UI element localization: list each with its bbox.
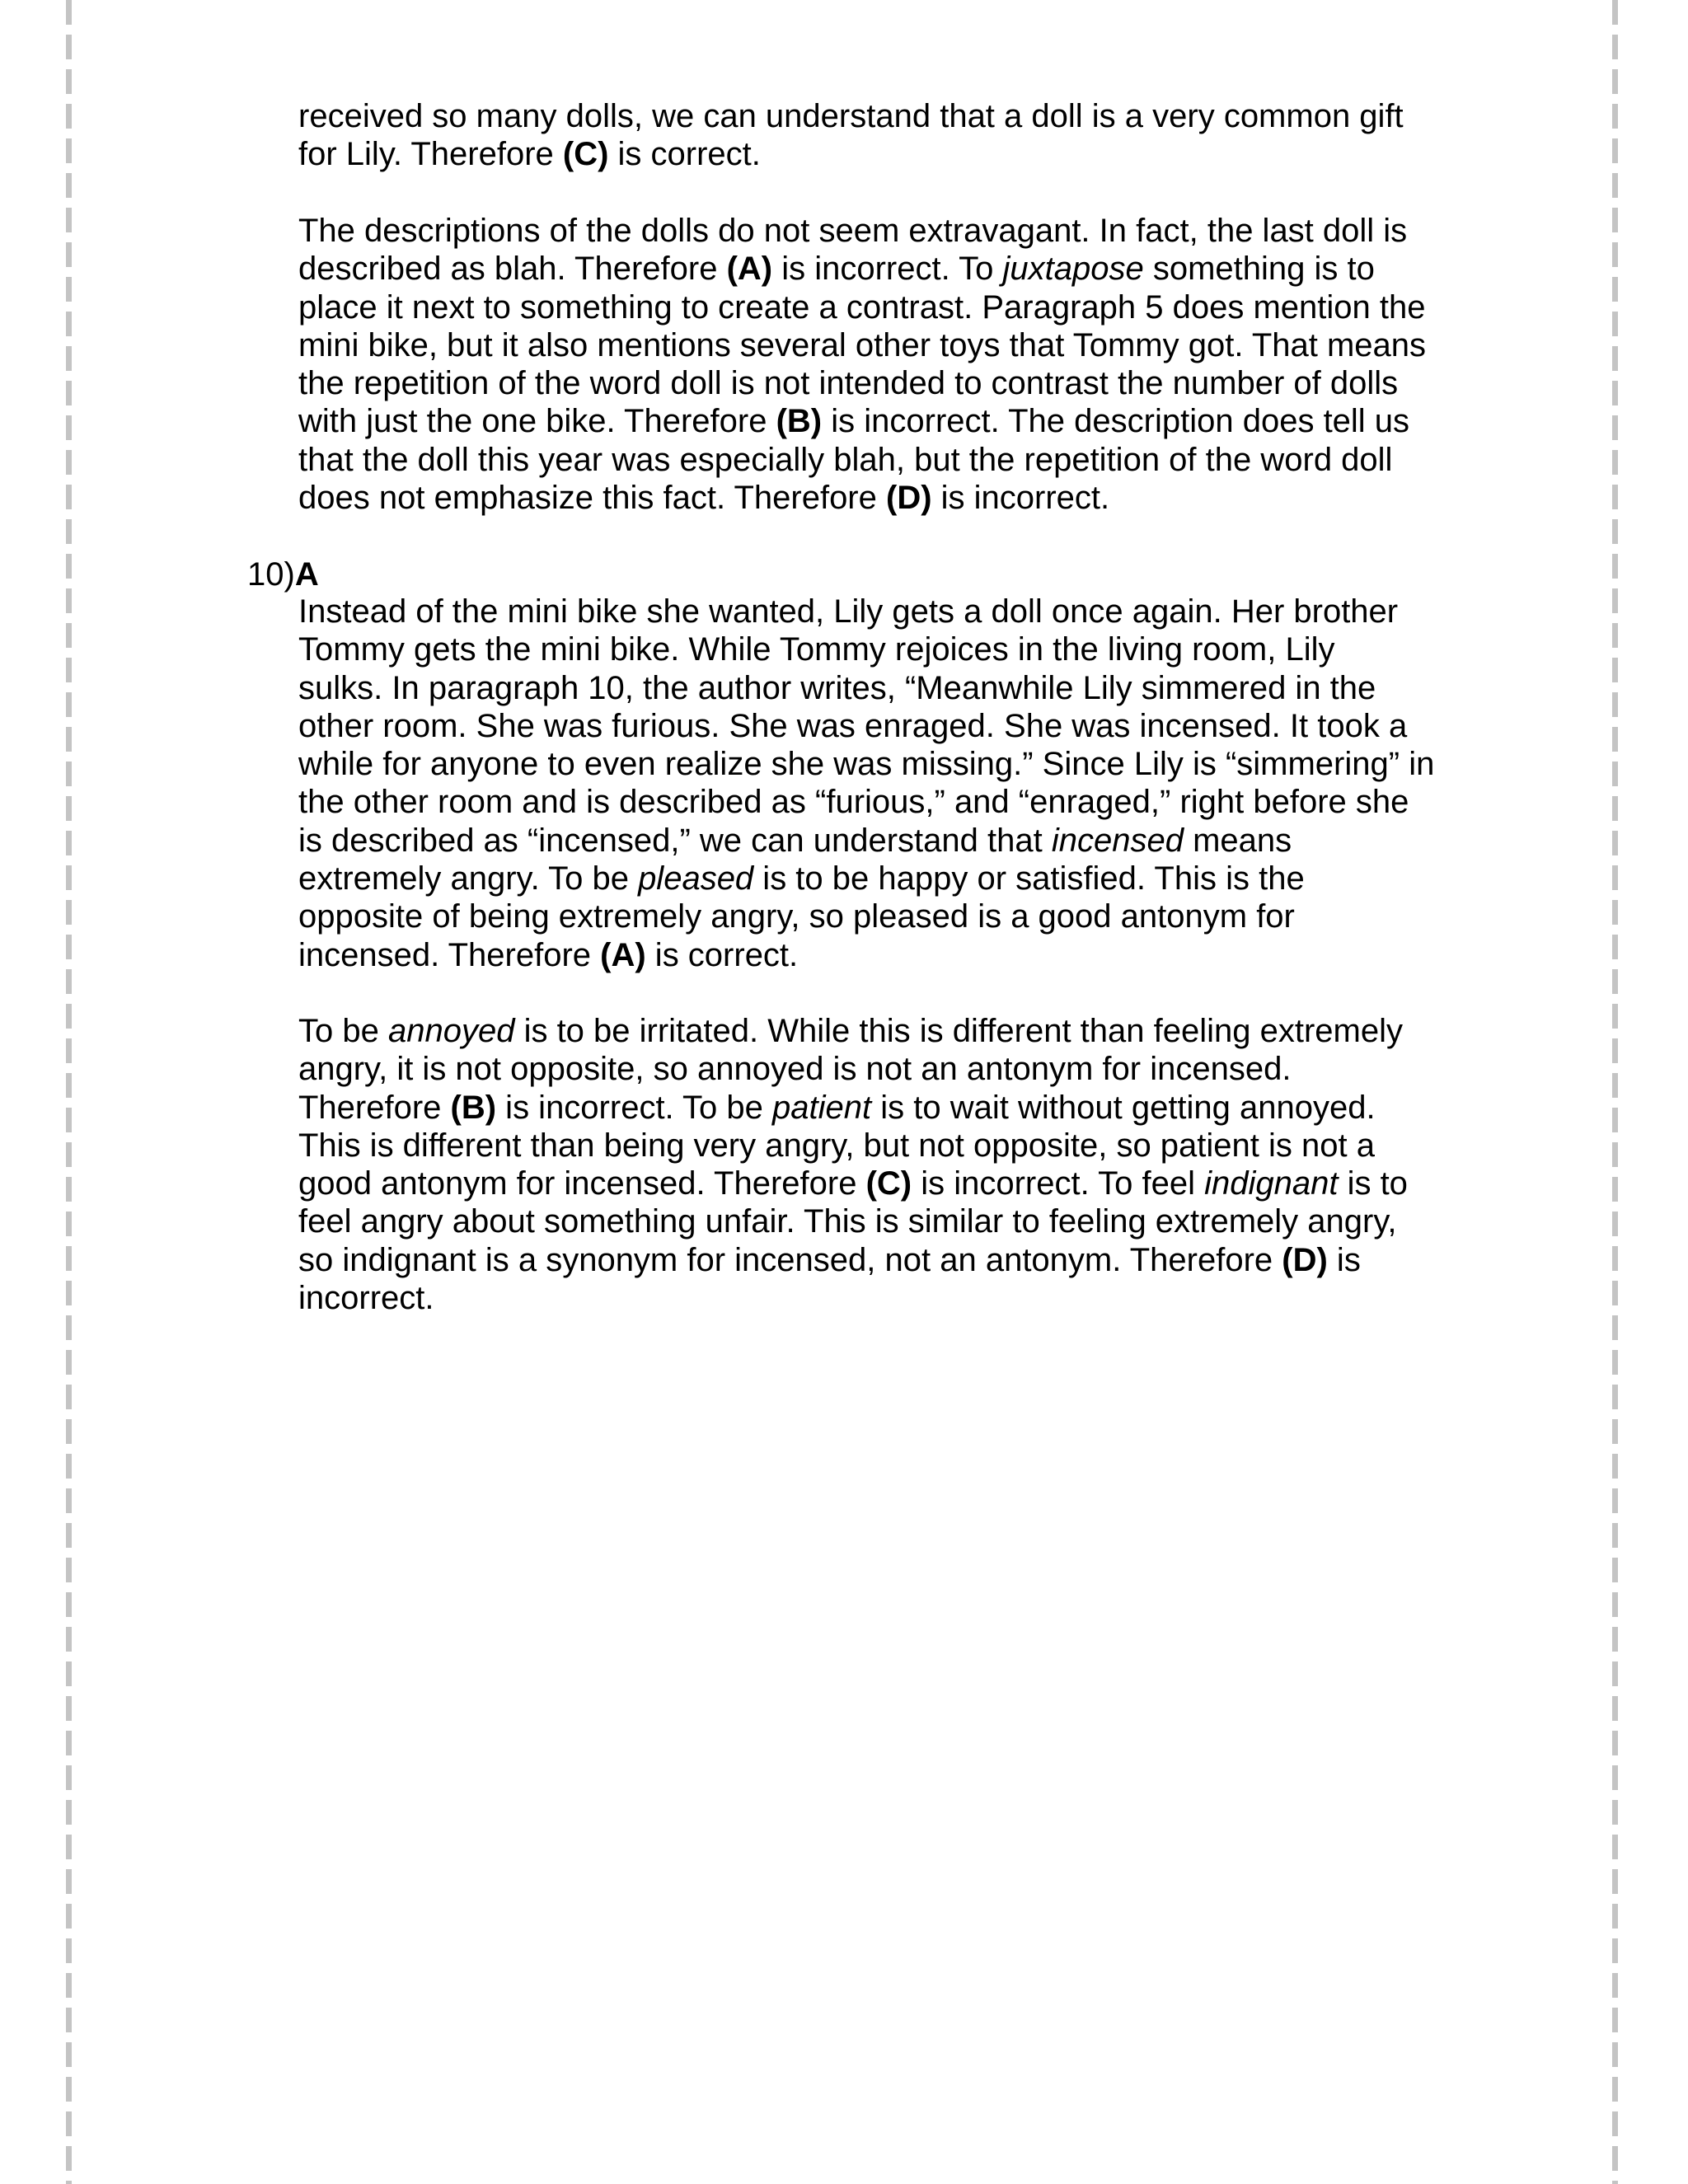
bold-run: (B) [776,403,823,440]
text-line: for Lily. Therefore (C) is correct. [298,136,761,173]
text-line: Tommy gets the mini bike. While Tommy rejoices in the living room, Lily [298,631,1335,668]
text-line: opposite of being extremely angry, so pleased is a good antonym for [298,898,1295,935]
text-line: This is different than being very angry, but not opposite, so patient is not a [298,1127,1375,1164]
text-line: Instead of the mini bike she wanted, Lily gets a doll once again. Her brother [298,593,1399,630]
italic-run: pleased [638,860,754,898]
text-line: is described as “incensed,” we can understand that incensed means [298,822,1292,859]
text-line: feel angry about something unfair. This is similar to feeling extremely angry, [298,1203,1397,1240]
text-line: good antonym for incensed. Therefore (C) is incorrect. To feel indignant is to [298,1165,1408,1202]
text-line: Therefore (B) is incorrect. To be patient is to wait without getting annoyed. [298,1089,1376,1126]
text-line: the repetition of the word doll is not intended to contrast the number of dolls [298,365,1399,402]
text-line: the other room and is described as “furious,” and “enraged,” right before she [298,784,1409,821]
text-line: extremely angry. To be pleased is to be happy or satisfied. This is the [298,860,1305,898]
left-dashed-border [66,0,72,2184]
question-10-paragraph-2 [298,1012,1452,1317]
text-line: The descriptions of the dolls do not seem extravagant. In fact, the last doll is [298,213,1408,249]
text-line: received so many dolls, we can understand that a doll is a very common gift [298,98,1404,134]
italic-run: indignant [1204,1165,1339,1202]
text-line: other room. She was furious. She was enraged. She was incensed. It took a [298,707,1408,744]
bold-run: (A) [726,251,773,288]
bold-run: (C) [562,136,609,173]
bold-run: (D) [1282,1241,1328,1278]
italic-run: patient [772,1089,872,1126]
continuation-paragraph [298,97,1452,174]
text-line: described as blah. Therefore (A) is incorrect. To juxtapose something is to [298,251,1375,288]
bold-run: (A) [600,936,646,973]
italic-run: annoyed [387,1013,515,1049]
bold-run: (B) [450,1089,497,1126]
text-line: incensed. Therefore (A) is correct. [298,936,799,973]
text-line: does not emphasize this fact. Therefore (D) is incorrect. [298,480,1110,517]
text-line: angry, it is not opposite, so annoyed is not an antonym for incensed. [298,1051,1292,1088]
question-number: 10) [247,556,295,593]
right-dashed-border [1612,0,1618,2184]
text-line: with just the one bike. Therefore (B) is incorrect. The description does tell us [298,403,1410,440]
text-line: mini bike, but it also mentions several other toys that Tommy got. That means [298,326,1427,363]
text-line: that the doll this year was especially blah, but the repetition of the word doll [298,441,1393,478]
text-line: place it next to something to create a contrast. Paragraph 5 does mention the [298,288,1426,326]
bold-run: (D) [886,480,932,517]
text-line: sulks. In paragraph 10, the author writes, “Meanwhile Lily simmered in the [298,669,1376,706]
italic-run: incensed [1051,822,1184,859]
answer-letter: A [294,556,319,593]
italic-run: juxtapose [1002,251,1144,288]
bold-run: (C) [865,1165,912,1202]
text-line: To be annoyed is to be irritated. While this is different than feeling extremely [298,1013,1403,1049]
explanation-paragraph-1 [298,212,1452,517]
question-10-paragraph-1 [298,593,1452,974]
text-line: incorrect. [298,1280,434,1317]
question-10-header [247,555,319,593]
text-line: while for anyone to even realize she was missing.” Since Lily is “simmering” in [298,746,1435,783]
text-line: so indignant is a synonym for incensed, not an antonym. Therefore (D) is [298,1241,1361,1278]
